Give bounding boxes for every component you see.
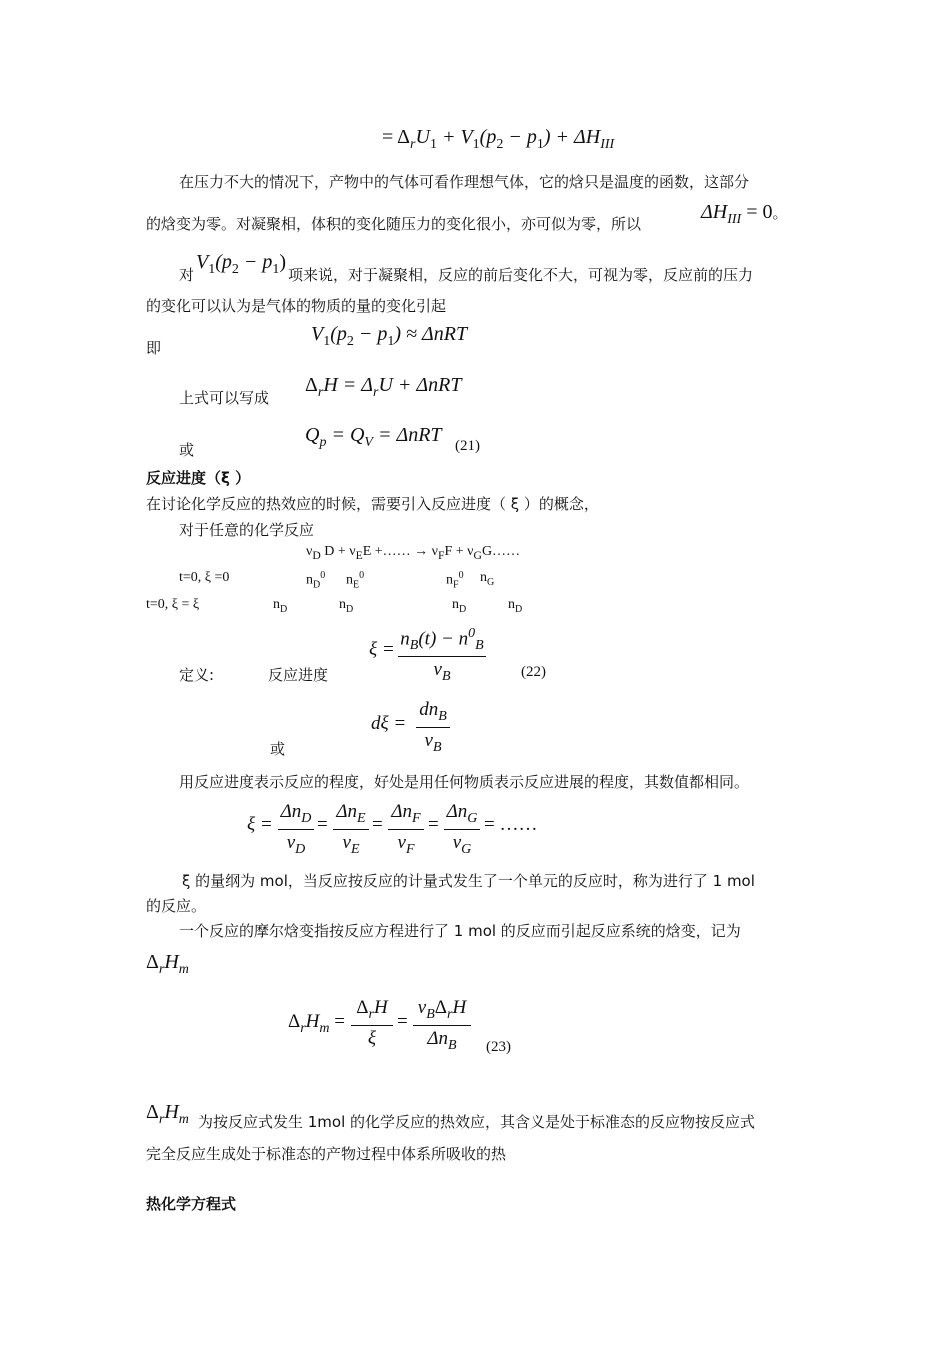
para1-line1: 在压力不大的情况下，产物中的气体可看作理想气体，它的焓只是温度的函数，这部分 (179, 173, 750, 191)
definition-name: 反应进度 (268, 666, 329, 684)
eq-chain-tail: = …… (484, 814, 538, 835)
definition-label: 定义: (179, 666, 215, 684)
eq-dxi-fraction: $dn_B$ $\nu_B$ (416, 699, 450, 756)
molar-symbol: $\Delta_rH_m$ (146, 951, 189, 977)
equation-number-22: (22) (521, 664, 546, 680)
eq22-lhs: ξ = (369, 639, 395, 660)
reaction-equation: $\nu_D$ $D + \nu_EE$ +…… → $\nu_FF$ + $\nu_GG\dots\dots$ (306, 544, 521, 562)
eq23-frac-2: $\nu_B\Delta_rH$ $\Delta n_B$ (413, 997, 471, 1054)
row2-cell-3: $n_D$ (452, 597, 467, 615)
row2-cell-2: $n_D$ (339, 597, 354, 615)
eq22-fraction: $\frac{n_B(t) - n^0_B}{\nu_B}$ (398, 626, 486, 685)
heading-thermochemical-equation: 热化学方程式 (146, 1195, 237, 1213)
row1-nE: $n_E^0$ (346, 570, 365, 591)
eq-chain-eq-2: = (372, 814, 383, 835)
eq23-lhs: $\Delta_rH_m$ = (288, 1011, 345, 1036)
equation-ji: $V_1(p_2 - p_1) \approx \Delta nRT$ (311, 323, 468, 349)
row2-label: t=0, ξ = ξ (146, 597, 200, 612)
progress-meaning: 用反应进度表示反应的程度，好处是用任何物质表示反应进展的程度，其数值都相同。 (179, 773, 750, 791)
eq-dxi-lhs: dξ = (371, 713, 407, 734)
row1-nF: $n_F^0$ (446, 570, 464, 591)
equation-number-21: (21) (455, 438, 480, 454)
intro-line: 在讨论化学反应的热效应的时候，需要引入反应进度（ ξ ）的概念， (146, 495, 599, 513)
row1-nD: $n_D^0$ (306, 570, 326, 591)
row2-cell-4: $n_D$ (508, 597, 523, 615)
eq-chain-frac-d: $\Delta n_D$ $\nu_D$ (278, 801, 314, 858)
unit-line2: 的反应。 (146, 897, 207, 915)
eq23-eq: = (397, 1011, 408, 1032)
eq-chain-lhs: ξ = (247, 814, 273, 835)
ji-label: 即 (146, 339, 162, 357)
eq-chain-frac-f: $\Delta n_F$ $\nu_F$ (388, 801, 424, 858)
unit-line1: ξ 的量纲为 mol，当反应按反应的计量式发生了一个单元的反应时，称为进行了 1 mol (182, 872, 755, 890)
eq-chain-frac-g: $\Delta n_G$ $\nu_G$ (444, 801, 480, 858)
equation-number-23: (23) (486, 1039, 511, 1055)
eq-chain-eq-1: = (317, 814, 328, 835)
meaning-line2: 完全反应生成处于标准态的产物过程中体系所吸收的热 (146, 1145, 507, 1163)
any-reaction-line: 对于任意的化学反应 (179, 521, 315, 539)
para1-line2: 的焓变为零。对凝聚相，体积的变化随压力的变化很小，亦可似为零，所以 (146, 215, 642, 233)
row2-cell-1: $n_D$ (273, 597, 288, 615)
equation-dh-zero: $\Delta H_{III} = 0$。 (701, 201, 788, 227)
para2-line2: 的变化可以认为是气体的物质的量的变化引起 (146, 297, 447, 315)
equation-dh-du: $\Delta_rH = \Delta_rU + \Delta nRT$ (305, 374, 462, 400)
huo-label-2: 或 (270, 740, 286, 758)
row1-nG: $n_G$ (480, 570, 495, 588)
equation-top: = $\Delta_rU_1 + V_1(p_2 - p_1) + \Delta H_{III}$ (382, 126, 615, 152)
meaning-line1: 为按反应式发生 1mol 的化学反应的热效应，其含义是处于标准态的反应物按反应式 (198, 1113, 756, 1131)
heading-reaction-progress: 反应进度（ξ ） (146, 469, 251, 487)
equation-v1p: $V_1(p_2 - p_1)$ (196, 251, 287, 277)
meaning-symbol: $\Delta_rH_m$ (146, 1101, 189, 1127)
equation-qp-qv: $Q_p = Q_V = \Delta nRT$ (305, 424, 442, 450)
huo-label-1: 或 (179, 441, 195, 459)
eq23-frac-1: $\Delta_rH$ ξ (351, 997, 393, 1050)
molar-line1: 一个反应的摩尔焓变指按反应方程进行了 1 mol 的反应而引起反应系统的焓变，记为 (179, 922, 741, 940)
row1-label: t=0, ξ =0 (179, 570, 230, 585)
shangshi-label: 上式可以写成 (179, 389, 270, 407)
para2-prefix: 对 (179, 266, 195, 284)
eq-chain-eq-3: = (428, 814, 439, 835)
para2-line1: 项来说，对于凝聚相，反应的前后变化不大，可视为零，反应前的压力 (288, 266, 754, 284)
eq-chain-frac-e: $\Delta n_E$ $\nu_E$ (333, 801, 369, 858)
